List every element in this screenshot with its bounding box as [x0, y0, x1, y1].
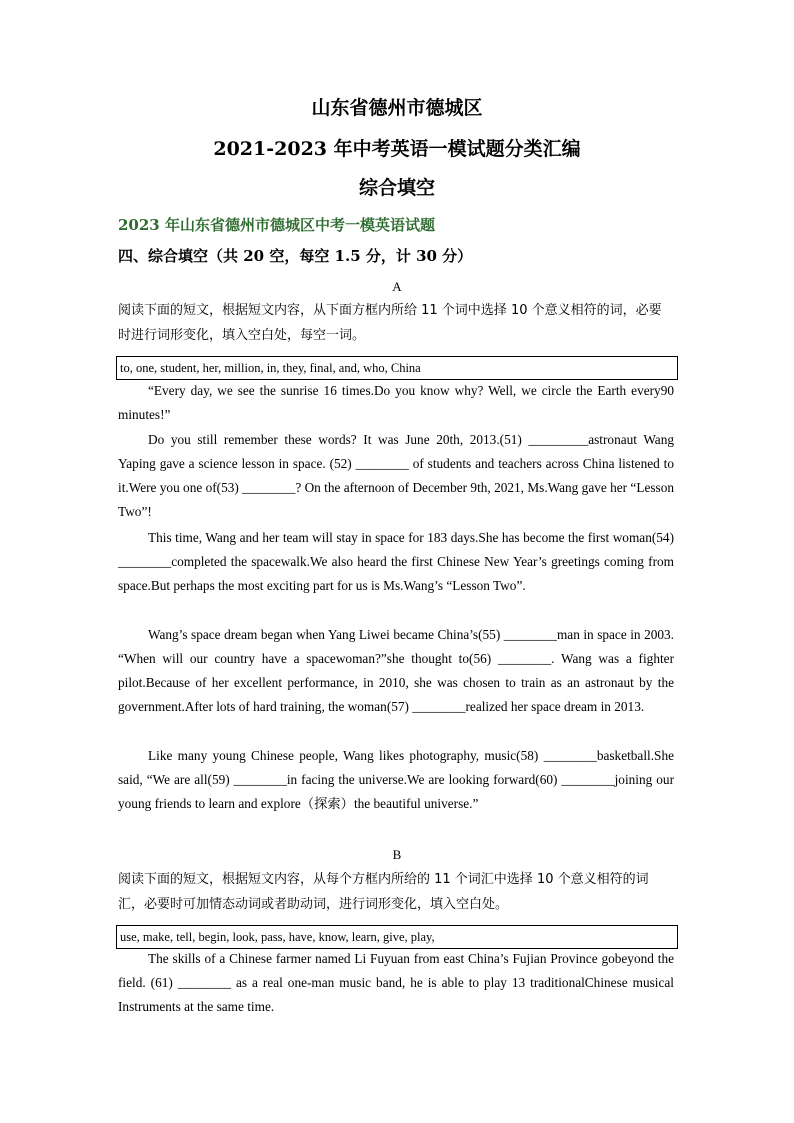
part-b-paragraph: The skills of a Chinese farmer named Li Fuyuan from east China’s Fujian Province gobeyond the field. (61) ________ as a real one-man music band, he is able to play 13 traditionalChinese musical Instruments at the same time.: [118, 951, 674, 1014]
part-a-paragraph: Wang’s space dream began when Yang Liwei became China’s(55) ________man in space in 2003. “When will our country have a spacewoman?”she thought to(56) ________. Wang was a fighter pilot.Because of her excellent performance, in 2010, she was chosen to train as an astronaut by the government.After lots of hard training, the woman(57) ________realized her space dream in 2013.: [118, 627, 674, 714]
part-b-instruction: 阅读下面的短文，根据短文内容，从每个方框内所给的 11 个词汇中选择 10 个意义相符的词汇，必要时可加情态动词或者助动词，进行词形变化，填入空白处。: [118, 872, 649, 912]
title-topic: 综合填空: [358, 177, 435, 199]
part-b-label: B: [392, 847, 402, 862]
section-heading: 四、综合填空（共 20 空，每空 1.5 分，计 30 分）: [118, 247, 473, 265]
title-region: 山东省德州市德城区: [311, 97, 483, 119]
part-a-paragraph: Do you still remember these words? It was June 20th, 2013.(51) _________astronaut Wang Yaping gave a science lesson in space. (52) ________ of students and teachers across China listened to it.Were you one of(53) ________? On the afternoon of December 9th, 2021, Ms.Wang gave her “Lesson Two”!: [118, 432, 674, 519]
part-a-paragraph: “Every day, we see the sunrise 16 times.Do you know why? Well, we circle the Earth every90 minutes!”: [118, 383, 674, 422]
exam-heading: 2023 年山东省德州市德城区中考一模英语试题: [118, 216, 435, 234]
part-a-word-box: to, one, student, her, million, in, they, final, and, who, China: [116, 356, 678, 380]
part-a-paragraph: Like many young Chinese people, Wang likes photography, music(58) ________basketball.She said, “We are all(59) ________in facing the universe.We are looking forward(60) ________joining our young friends to learn and explore（探索）the beautiful universe.”: [118, 748, 674, 811]
part-b-word-box: use, make, tell, begin, look, pass, have, know, learn, give, play,: [116, 925, 678, 949]
part-a-paragraph: This time, Wang and her team will stay in space for 183 days.She has become the first woman(54) ________completed the spacewalk.We also heard the first Chinese New Year’s greetings coming from space.But perhaps the most exciting part for us is Ms.Wang’s “Lesson Two”.: [118, 530, 674, 593]
part-a-instruction: 阅读下面的短文，根据短文内容，从下面方框内所给 11 个词中选择 10 个意义相符的词，必要时进行词形变化，填入空白处，每空一词。: [118, 303, 662, 343]
part-a-label: A: [392, 279, 402, 294]
title-collection: 2021-2023 年中考英语一模试题分类汇编: [213, 138, 581, 160]
